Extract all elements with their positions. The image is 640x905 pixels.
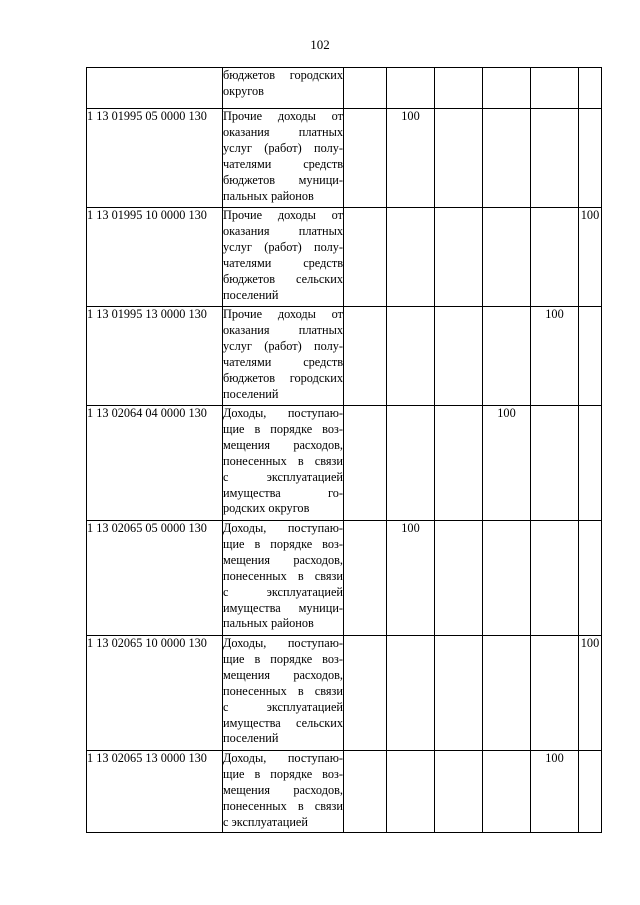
table-row bbox=[87, 751, 602, 833]
income-code-cell: 1 13 02065 10 0000 130 bbox=[87, 636, 223, 751]
description-line: понесенных в связи bbox=[223, 453, 343, 468]
norm-percent-cell bbox=[435, 521, 483, 636]
description-line: услуг (работ) полу- bbox=[223, 239, 343, 254]
description-line: чателями средств bbox=[223, 354, 343, 369]
income-description-cell bbox=[223, 521, 344, 636]
income-description-cell bbox=[223, 307, 344, 406]
income-description-cell bbox=[223, 406, 344, 521]
empty-cell bbox=[344, 636, 387, 751]
empty-cell bbox=[344, 68, 387, 109]
norm-percent-cell bbox=[483, 307, 531, 406]
description-line: с эксплуатацией bbox=[223, 584, 343, 599]
norm-percent-cell bbox=[435, 636, 483, 751]
norm-percent-cell bbox=[531, 521, 579, 636]
norm-percent-cell bbox=[579, 751, 602, 833]
description-line: имущества сельских bbox=[223, 715, 343, 730]
norm-percent-cell bbox=[387, 208, 435, 307]
norm-percent-cell bbox=[387, 636, 435, 751]
empty-cell bbox=[344, 521, 387, 636]
budget-classification-table bbox=[86, 67, 602, 833]
description-line: бюджетов городских bbox=[223, 370, 343, 385]
description-line: имущества го- bbox=[223, 485, 343, 500]
description-line: чателями средств bbox=[223, 255, 343, 270]
description-line: округов bbox=[223, 83, 264, 98]
norm-percent-cell bbox=[387, 307, 435, 406]
norm-percent-cell: 100 bbox=[531, 751, 579, 833]
description-line: щие в порядке воз- bbox=[223, 421, 343, 436]
income-code-cell: 1 13 01995 10 0000 130 bbox=[87, 208, 223, 307]
norm-percent-cell: 100 bbox=[483, 406, 531, 521]
description-line: бюджетов городских bbox=[223, 68, 343, 82]
income-code-cell: 1 13 01995 05 0000 130 bbox=[87, 109, 223, 208]
norm-percent-cell bbox=[579, 406, 602, 521]
norm-percent-cell bbox=[435, 751, 483, 833]
norm-percent-cell bbox=[387, 751, 435, 833]
income-code-cell: 1 13 02064 04 0000 130 bbox=[87, 406, 223, 521]
income-code-cell: 1 13 01995 13 0000 130 bbox=[87, 307, 223, 406]
description-line: понесенных в связи bbox=[223, 568, 343, 583]
norm-percent-cell bbox=[483, 208, 531, 307]
norm-percent-cell bbox=[387, 406, 435, 521]
description-line: поселений bbox=[223, 386, 279, 401]
description-line: мещения расходов, bbox=[223, 552, 343, 567]
description-line: с эксплуатацией bbox=[223, 469, 343, 484]
description-line: Прочие доходы от bbox=[223, 307, 343, 321]
table-row bbox=[87, 636, 602, 751]
description-line: услуг (работ) полу- bbox=[223, 338, 343, 353]
description-line: с эксплуатацией bbox=[223, 699, 343, 714]
description-line: мещения расходов, bbox=[223, 782, 343, 797]
description-line: бюджетов муници- bbox=[223, 172, 343, 187]
norm-percent-cell: 100 bbox=[579, 208, 602, 307]
description-line: Прочие доходы от bbox=[223, 208, 343, 222]
income-description-cell bbox=[223, 636, 344, 751]
table-row bbox=[87, 521, 602, 636]
norm-percent-cell bbox=[579, 521, 602, 636]
page-number: 102 bbox=[310, 37, 330, 52]
description-line: бюджетов сельских bbox=[223, 271, 343, 286]
norm-percent-cell bbox=[435, 406, 483, 521]
norm-percent-cell bbox=[531, 406, 579, 521]
table-row bbox=[87, 307, 602, 406]
description-line: мещения расходов, bbox=[223, 667, 343, 682]
norm-percent-cell: 100 bbox=[579, 636, 602, 751]
description-line: оказания платных bbox=[223, 322, 343, 337]
norm-percent-cell bbox=[387, 68, 435, 109]
norm-percent-cell bbox=[435, 68, 483, 109]
norm-percent-cell bbox=[579, 307, 602, 406]
description-line: поселений bbox=[223, 731, 279, 746]
norm-percent-cell bbox=[483, 751, 531, 833]
norm-percent-cell bbox=[579, 109, 602, 208]
norm-percent-cell bbox=[483, 521, 531, 636]
norm-percent-cell bbox=[483, 109, 531, 208]
description-line: Доходы, поступаю- bbox=[223, 406, 343, 420]
description-line: щие в порядке воз- bbox=[223, 536, 343, 551]
norm-percent-cell bbox=[531, 208, 579, 307]
description-line: родских округов bbox=[223, 501, 310, 516]
income-code-cell bbox=[87, 68, 223, 109]
description-line: поселений bbox=[223, 287, 279, 302]
income-code-cell: 1 13 02065 13 0000 130 bbox=[87, 751, 223, 833]
norm-percent-cell bbox=[483, 636, 531, 751]
description-line: Доходы, поступаю- bbox=[223, 521, 343, 535]
description-line: имущества муници- bbox=[223, 600, 343, 615]
norm-percent-cell bbox=[531, 636, 579, 751]
income-description-cell bbox=[223, 109, 344, 208]
empty-cell bbox=[344, 406, 387, 521]
income-description-cell bbox=[223, 208, 344, 307]
norm-percent-cell bbox=[579, 68, 602, 109]
norm-percent-cell bbox=[483, 68, 531, 109]
description-line: с эксплуатацией bbox=[223, 814, 308, 829]
norm-percent-cell: 100 bbox=[387, 109, 435, 208]
empty-cell bbox=[344, 208, 387, 307]
description-line: щие в порядке воз- bbox=[223, 766, 343, 781]
description-line: Доходы, поступаю- bbox=[223, 751, 343, 765]
norm-percent-cell: 100 bbox=[387, 521, 435, 636]
description-line: пальных районов bbox=[223, 616, 314, 631]
description-line: мещения расходов, bbox=[223, 437, 343, 452]
empty-cell bbox=[344, 109, 387, 208]
table-row bbox=[87, 406, 602, 521]
table-row bbox=[87, 68, 602, 109]
description-line: понесенных в связи bbox=[223, 683, 343, 698]
norm-percent-cell: 100 bbox=[531, 307, 579, 406]
description-line: оказания платных bbox=[223, 223, 343, 238]
description-line: щие в порядке воз- bbox=[223, 651, 343, 666]
empty-cell bbox=[344, 751, 387, 833]
description-line: Прочие доходы от bbox=[223, 109, 343, 123]
income-description-cell bbox=[223, 751, 344, 833]
description-line: понесенных в связи bbox=[223, 798, 343, 813]
description-line: услуг (работ) полу- bbox=[223, 140, 343, 155]
income-code-cell: 1 13 02065 05 0000 130 bbox=[87, 521, 223, 636]
norm-percent-cell bbox=[435, 109, 483, 208]
description-line: Доходы, поступаю- bbox=[223, 636, 343, 650]
norm-percent-cell bbox=[435, 307, 483, 406]
description-line: пальных районов bbox=[223, 188, 314, 203]
table-row bbox=[87, 208, 602, 307]
income-description-cell bbox=[223, 68, 344, 109]
description-line: чателями средств bbox=[223, 156, 343, 171]
empty-cell bbox=[344, 307, 387, 406]
norm-percent-cell bbox=[531, 109, 579, 208]
norm-percent-cell bbox=[531, 68, 579, 109]
description-line: оказания платных bbox=[223, 124, 343, 139]
norm-percent-cell bbox=[435, 208, 483, 307]
table-row bbox=[87, 109, 602, 208]
